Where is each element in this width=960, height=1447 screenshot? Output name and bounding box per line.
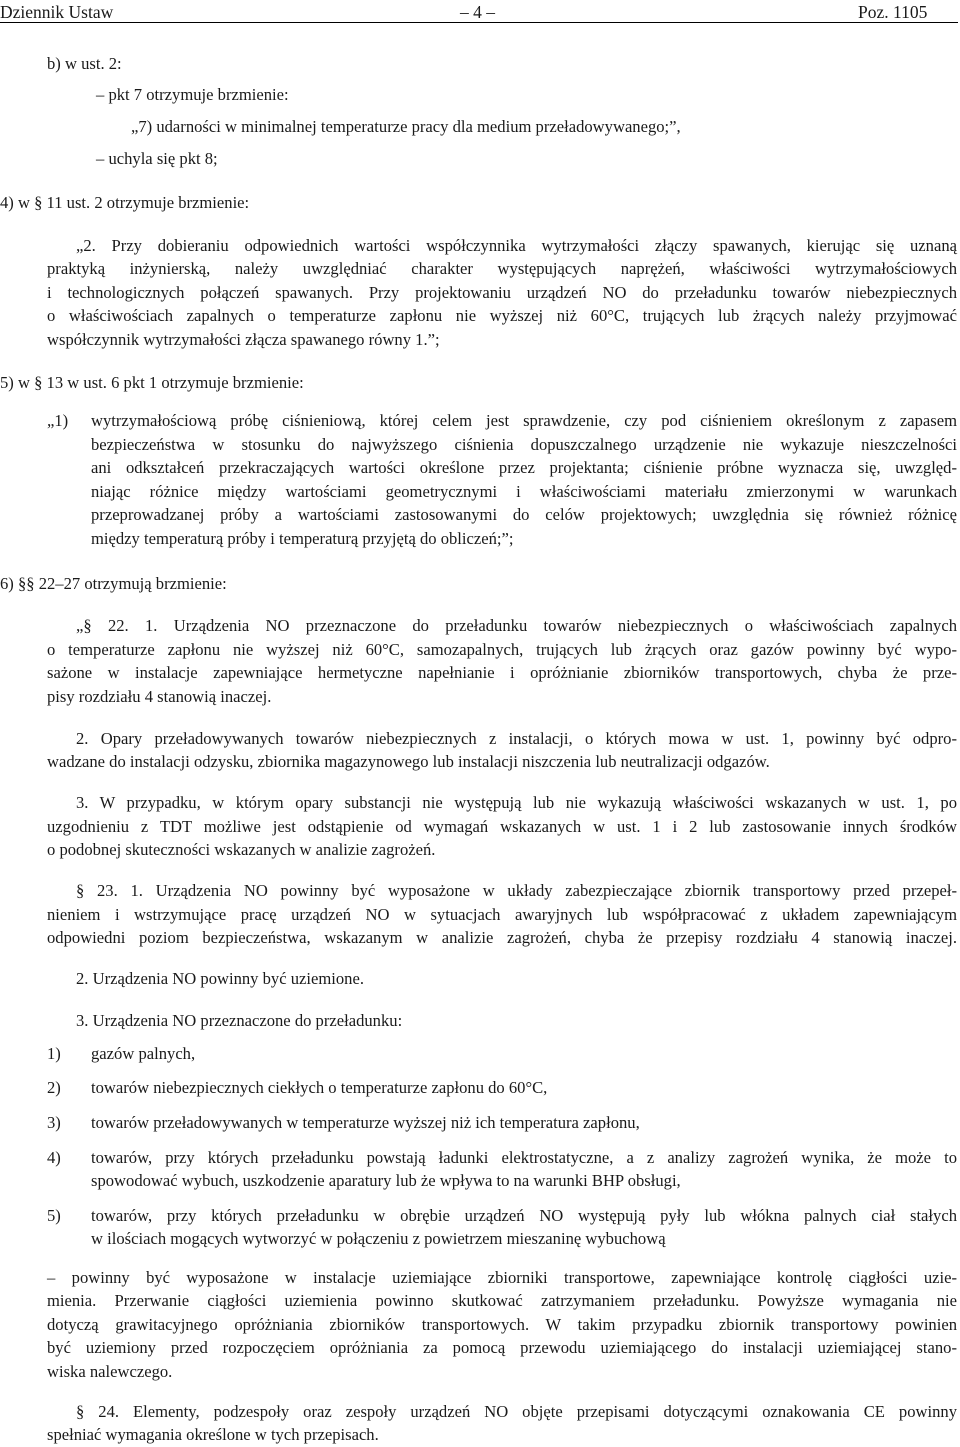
paragraph-line: mienia. Przerwanie ciągłości uziemienia powinno skutkować zatrzymaniem przeładunku. Powyższe wymagania nie bbox=[47, 1291, 957, 1310]
paragraph-line: – powinny być wyposażone w instalacje uziemiające zbiorniki transportowe, zapewniające kontrolę ciągłości uzie- bbox=[47, 1268, 957, 1287]
paragraph-line: 3. W przypadku, w którym opary substancji nie występują lub nie wykazują właściwości wskazanych w ust. 1, po bbox=[76, 793, 957, 812]
paragraph-line: uzgodnieniu z TDT możliwe jest odstąpienie od wymagań wskazanych w ust. 1 i 2 lub zastosowanie innych środków bbox=[47, 817, 957, 836]
page-number: – 4 – bbox=[460, 2, 495, 22]
list-item: – pkt 7 otrzymuje brzmienie: bbox=[96, 85, 289, 104]
item-number: 3) bbox=[47, 1113, 61, 1132]
list-item: towarów, przy których przeładunku powstają ładunki elektrostatyczne, a z analizy zagrożeń wynika, że może to bbox=[91, 1148, 957, 1167]
paragraph-line: być uziemiony przed rozpoczęciem opróżniania za pomocą przewodu uziemiającego do instalacji uziemiającej stano- bbox=[47, 1338, 957, 1357]
item-number: 4) bbox=[47, 1148, 61, 1167]
list-item: b) w ust. 2: bbox=[47, 54, 122, 73]
item-number: 5) bbox=[47, 1206, 61, 1225]
journal-title: Dziennik Ustaw bbox=[0, 2, 114, 22]
position-number: Poz. 1105 bbox=[858, 2, 928, 22]
item-number: 2) bbox=[47, 1078, 61, 1097]
paragraph-line: dotyczą grawitacyjnego opróżniania zbiorników transportowych. W takim przypadku zbiornik transportowy powinien bbox=[47, 1315, 957, 1334]
paragraph-line: spełniać wymagania określone w tych przepisach. bbox=[47, 1425, 379, 1444]
paragraph-line: wiska nalewczego. bbox=[47, 1362, 173, 1381]
list-item: spowodować wybuch, uszkodzenie aparatury lub że wpływa to na warunki BHP obsługi, bbox=[91, 1171, 681, 1190]
list-item: – uchyla się pkt 8; bbox=[96, 149, 218, 168]
paragraph-line: 2. Opary przeładowywanych towarów niebezpiecznych z instalacji, o których mowa w ust. 1, powinny być odpro- bbox=[76, 729, 957, 748]
paragraph-line: o właściwościach zapalnych o temperaturze zapłonu nie wyższej niż 60°C, trujących lub żrących należy przyjmować bbox=[47, 306, 957, 325]
quoted-text: „7) udarności w minimalnej temperaturze pracy dla medium przeładowywanego;”, bbox=[131, 117, 681, 136]
paragraph-line: 2. Urządzenia NO powinny być uziemione. bbox=[76, 969, 364, 988]
paragraph-line: sażone w instalacje zapewniające hermetyczne napełnianie i opróżnianie zbiorników transportowych, chyba że prze- bbox=[47, 663, 957, 682]
paragraph-line: współczynnik wytrzymałości złącza spawanego równy 1.”; bbox=[47, 330, 440, 349]
item-number: 1) bbox=[47, 1044, 61, 1063]
list-item: w ilościach mogących wytworzyć w połączeniu z powietrzem mieszaninę wybuchową bbox=[91, 1229, 666, 1248]
paragraph-line: między temperaturą próby i temperaturą przyjętą do obliczeń;”; bbox=[91, 529, 514, 548]
list-item: 5) w § 13 w ust. 6 pkt 1 otrzymuje brzmienie: bbox=[0, 373, 304, 392]
paragraph-line: „2. Przy dobieraniu odpowiednich wartości współczynnika wytrzymałości złączy spawanych, kierując się uznaną bbox=[76, 236, 957, 255]
paragraph-line: praktyką inżynierską, należy uwzględniać charakter występujących naprężeń, właściwości wytrzymałościowych bbox=[47, 259, 957, 278]
paragraph-line: § 23. 1. Urządzenia NO powinny być wyposażone w układy zabezpieczające zbiornik transportowy przed przepeł- bbox=[76, 881, 957, 900]
paragraph-line: 3. Urządzenia NO przeznaczone do przeładunku: bbox=[76, 1011, 403, 1030]
paragraph-line: ani odkształceń przekraczających wartości określone przez projektanta; ciśnienie próbne wyznacza się, uwzględ- bbox=[91, 458, 957, 477]
paragraph-line: o podobnej skuteczności wskazanych w analizie zagrożeń. bbox=[47, 840, 436, 859]
paragraph-line: i technologicznych połączeń spawanych. Przy projektowaniu urządzeń NO do przeładunku towarów niebezpiecznych bbox=[47, 283, 957, 302]
paragraph-line: przeprowadzanej próby a wartościami zastosowanymi do celów projektowych; uwzględnia się również różnicę bbox=[91, 505, 957, 524]
list-item: 6) §§ 22–27 otrzymują brzmienie: bbox=[0, 574, 227, 593]
list-item: gazów palnych, bbox=[91, 1044, 196, 1063]
paragraph-line: niając różnice między wartościami geometrycznymi i właściwościami materiału zmierzonymi w warunkach bbox=[91, 482, 957, 501]
paragraph-line: bezpieczeństwa w stosunku do najwyższego ciśnienia dopuszczalnego urządzenie nie wykazuje nieszczelności bbox=[91, 435, 957, 454]
paragraph-line: wadzane do instalacji odzysku, zbiornika magazynowego lub instalacji niszczenia lub neutralizacji odgazów. bbox=[47, 752, 770, 771]
paragraph-line: wytrzymałościową próbę ciśnieniową, której celem jest sprawdzenie, czy pod ciśnieniem określonym z zapasem bbox=[91, 411, 957, 430]
list-item: towarów niebezpiecznych ciekłych o temperaturze zapłonu do 60°C, bbox=[91, 1078, 548, 1097]
list-item: 4) w § 11 ust. 2 otrzymuje brzmienie: bbox=[0, 193, 250, 212]
list-item: towarów przeładowywanych w temperaturze wyższej niż ich temperatura zapłonu, bbox=[91, 1113, 640, 1132]
item-number: „1) bbox=[47, 411, 69, 430]
paragraph-line: odpowiedni poziom bezpieczeństwa, wskazanym w analizie zagrożeń, chyba że przepisy rozdziału 4 stanowią inaczej. bbox=[47, 928, 957, 947]
paragraph-line: o temperaturze zapłonu nie wyższej niż 60°C, samozapalnych, trujących lub żrących oraz gazów powinny być wypo- bbox=[47, 640, 957, 659]
paragraph-line: „§ 22. 1. Urządzenia NO przeznaczone do przeładunku towarów niebezpiecznych o właściwościach zapalnych bbox=[76, 616, 957, 635]
paragraph-line: pisy rozdziału 4 stanowią inaczej. bbox=[47, 687, 272, 706]
paragraph-line: nieniem i wstrzymujące pracę urządzeń NO w sytuacjach awaryjnych lub współpracować z układem zapewniającym bbox=[47, 905, 957, 924]
list-item: towarów, przy których przeładunku w obrębie urządzeń NO występują pyły lub włókna palnych ciał stałych bbox=[91, 1206, 957, 1225]
header-rule bbox=[0, 22, 958, 23]
paragraph-line: § 24. Elementy, podzespoły oraz zespoły urządzeń NO objęte przepisami dotyczącymi oznakowania CE powinny bbox=[76, 1402, 957, 1421]
